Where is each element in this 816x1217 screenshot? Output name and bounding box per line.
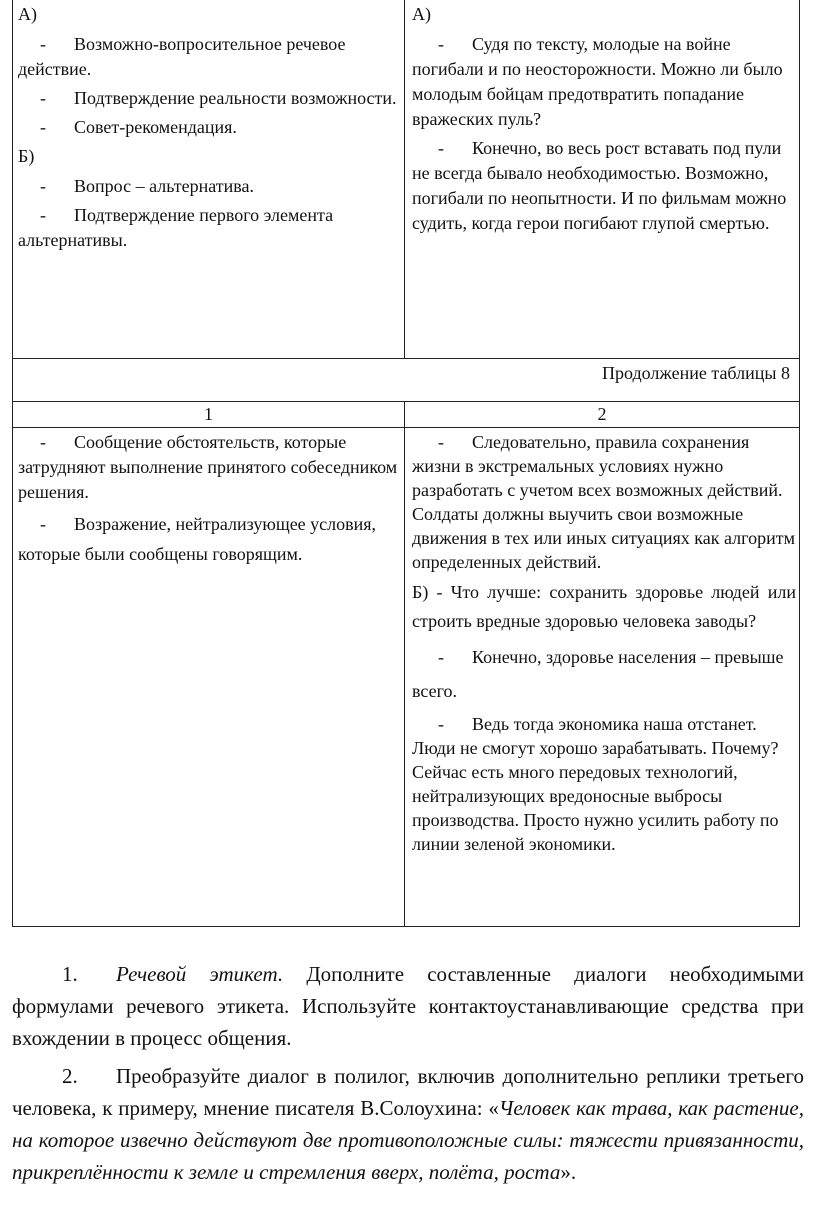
- task-end: ».: [560, 1160, 577, 1184]
- task-text: Преобразуйте диалог в полилог, включив дополнительно реплики третьего человека, к примеру, мнение писателя В.Солоухина: «: [12, 1064, 804, 1120]
- top-right-cell: [412, 2, 796, 240]
- label-a: А): [412, 4, 431, 24]
- task-2: [12, 1060, 804, 1188]
- list-item: - Возможно-вопросительное речевое действие.: [18, 34, 346, 79]
- bottom-right-cell: [412, 430, 796, 860]
- bottom-left-cell: [18, 430, 402, 573]
- list-item: - Возражение, нейтрализующее условия, которые были сообщены говорящим.: [18, 514, 377, 564]
- column-divider-bottom: [404, 427, 405, 927]
- column-number-2: 2: [597, 404, 607, 424]
- column-number-1: 1: [204, 404, 213, 424]
- list-item: - Конечно, во весь рост вставать под пули не всегда бывало необходимостью. Возможно, погибали по неопытности. И по фильмам можно судить, когда герои погибают глупой смертью.: [412, 138, 787, 233]
- list-item: - Судя по тексту, молодые на войне погибали и по неосторожности. Можно ли было молодым бойцам предотвратить попадание вражеских пуль?: [412, 34, 783, 129]
- top-left-cell: [18, 2, 402, 257]
- continuation-label: Продолжение таблицы 8: [602, 363, 790, 383]
- list-item: - Сообщение обстоятельств, которые затрудняют выполнение принятого собеседником решения.: [18, 432, 398, 502]
- label-a: А): [18, 4, 37, 24]
- task-number: 2.: [62, 1064, 78, 1088]
- task-number: 1.: [62, 962, 78, 986]
- list-item: - Вопрос – альтернатива.: [40, 176, 254, 196]
- list-item: - Совет-рекомендация.: [40, 117, 237, 137]
- task-title: Речевой этикет.: [116, 962, 284, 986]
- list-item: - Конечно, здоровье населения – превыше всего.: [412, 647, 784, 701]
- task-text: Дополните составленные диалоги необходимыми формулами речевого этикета. Используйте контактоустанавливающие средства при вхождении в процесс общения.: [12, 962, 804, 1050]
- question-b: Б) - Что лучше: сохранить здоровье людей или строить вредные здоровью человека заводы?: [412, 582, 796, 631]
- list-item: - Подтверждение реальности возможности.: [40, 88, 397, 108]
- list-item: - Следовательно, правила сохранения жизни в экстремальных условиях нужно разработать с учетом всех возможных действий. Солдаты должны выучить свои возможные движения в тех или иных ситуациях как алгоритм определенных действий.: [412, 432, 795, 572]
- column-divider-top: [404, 0, 405, 359]
- list-item: - Подтверждение первого элемента альтернативы.: [18, 205, 334, 250]
- label-b: Б): [18, 146, 35, 166]
- list-item: - Ведь тогда экономика наша отстанет. Люди не смогут хорошо зарабатывать. Почему? Сейчас есть много передовых технологий, нейтрализующих вредоносные выбросы производства. Просто нужно усилить работу по линии зеленой экономики.: [412, 714, 779, 854]
- task-1: [12, 958, 804, 1054]
- task-quote: Человек как трава, как растение, на которое извечно действуют две противоположные силы: тяжести привязанности, прикреплённости к земле и стремления вверх, полёта, роста: [12, 1096, 804, 1184]
